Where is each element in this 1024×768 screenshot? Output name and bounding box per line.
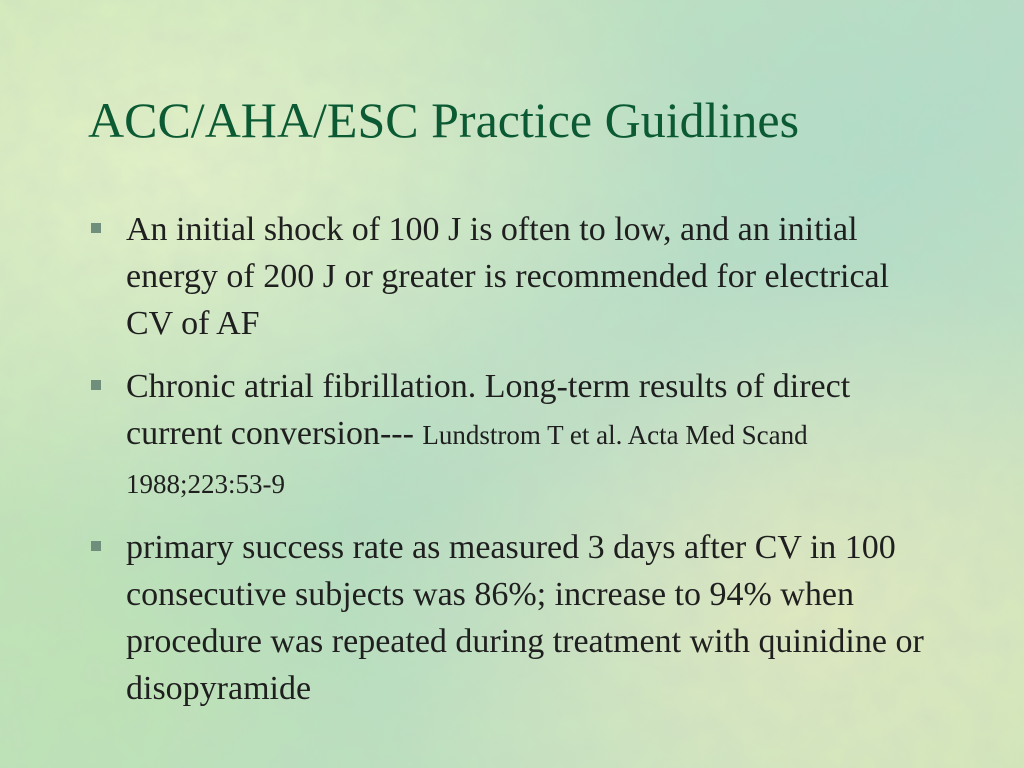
slide-title: ACC/AHA/ESC Practice Guidlines — [88, 92, 800, 148]
bullet-text: primary success rate as measured 3 days after CV in 100 consecutive subjects was 86%; increase to 94% when procedure was repeated during treatment with quinidine or disopyramide — [126, 529, 924, 707]
bullet-text: Chronic atrial fibrillation. Long-term results of direct current conversion--- — [126, 368, 851, 452]
bullet-item — [88, 524, 928, 712]
bullet-item — [88, 363, 928, 508]
bullet-text: An initial shock of 100 J is often to low, and an initial energy of 200 J or greater is recommended for electrical CV of AF — [126, 211, 890, 342]
square-bullet-icon — [90, 540, 102, 552]
bullet-list — [88, 206, 928, 728]
square-bullet-icon — [90, 379, 102, 391]
square-bullet-icon — [90, 222, 102, 234]
bullet-item — [88, 206, 928, 347]
bullet-reference: Lundstrom T et al. Acta Med Scand 1988;223:53-9 — [126, 420, 808, 499]
